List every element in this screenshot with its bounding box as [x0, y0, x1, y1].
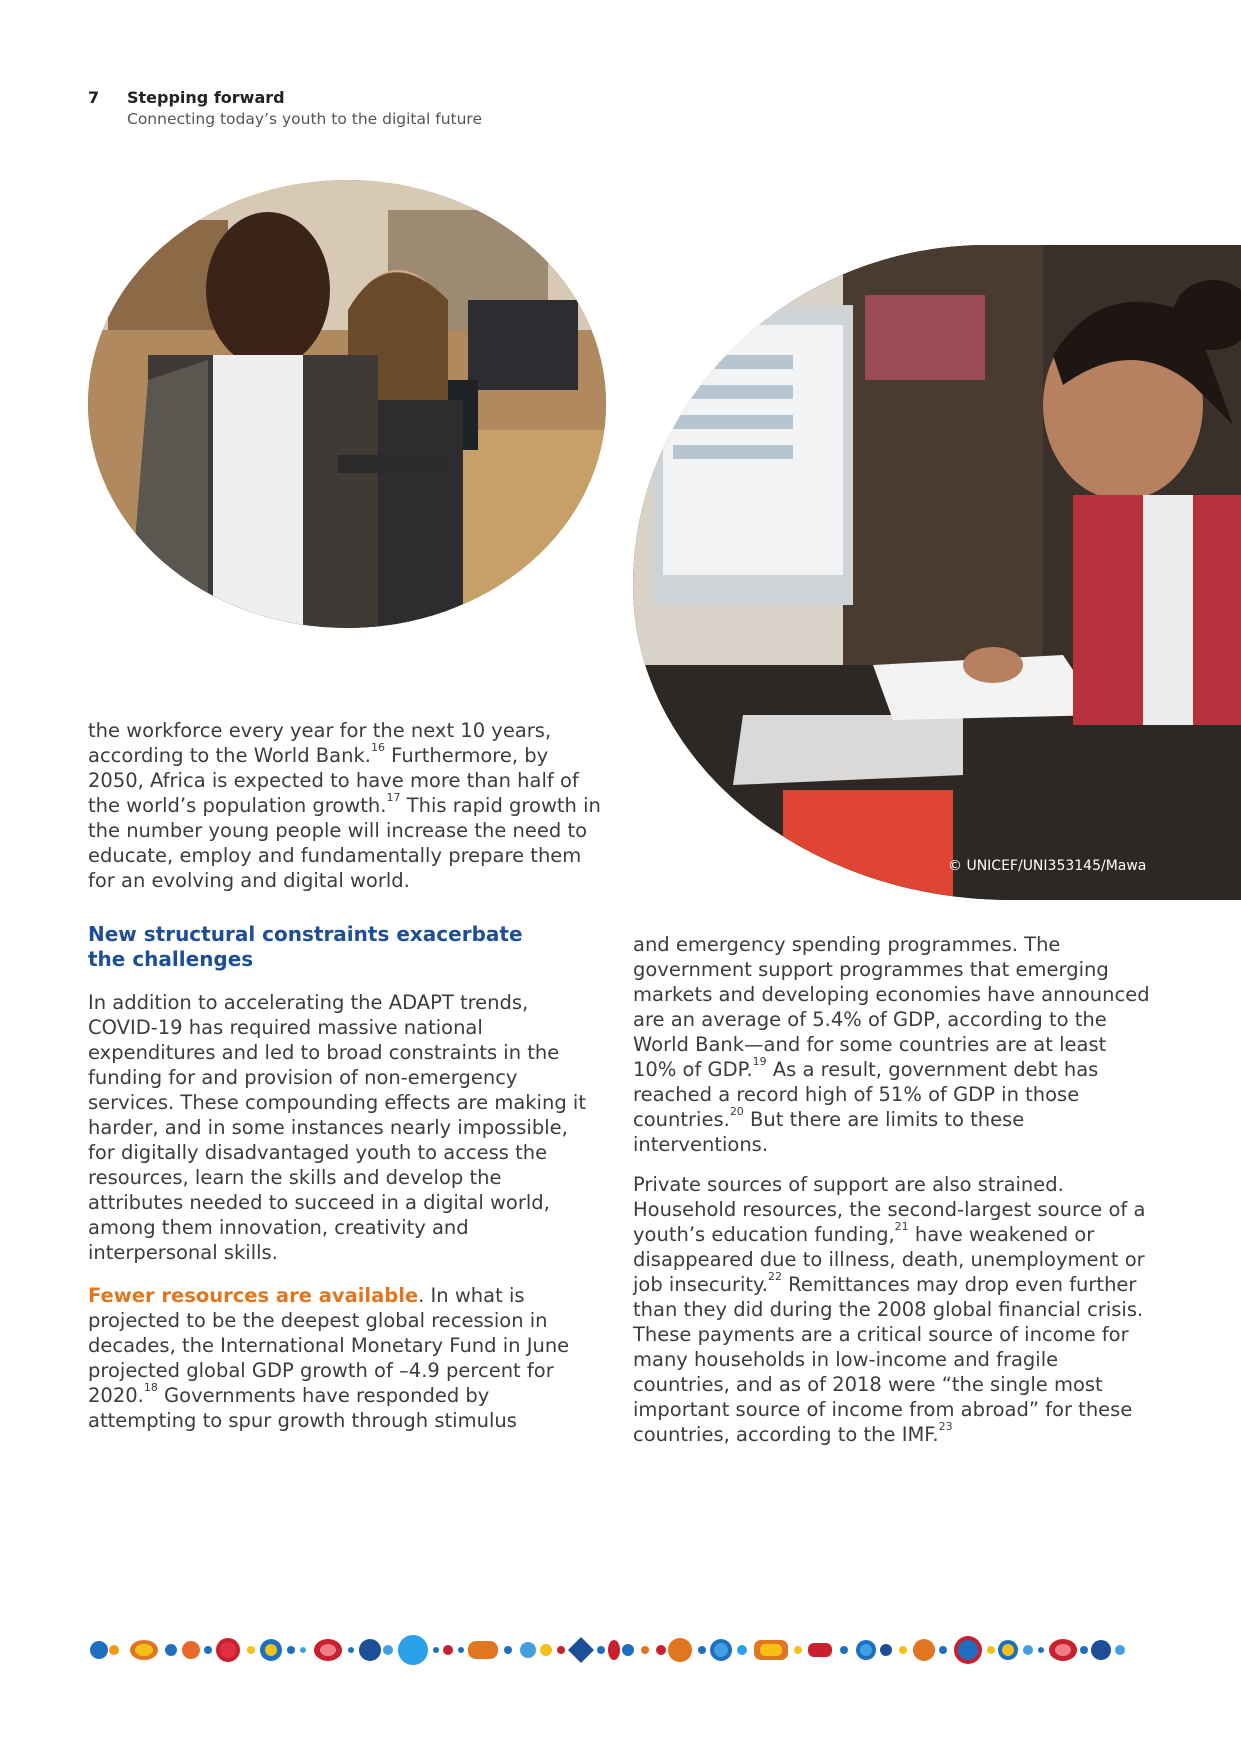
fewer-resources-paragraph: Fewer resources are available. In what is projected to be the deepest global recession in decades, the International Monetary Fund in June projected global GDP growth of –4.9 percent for 2020.18 Governments have responded by attempting to spur growth through stimulus [88, 1284, 570, 1432]
header-title: Stepping forward [127, 88, 285, 107]
girl-writing-at-desk-photo [633, 245, 1241, 900]
decorative-dot-border [88, 1632, 1160, 1668]
government-paragraph: and emergency spending programmes. The government support programmes that emerging markets and developing economies have announced are an average of 5.4% of GDP, according to the World Bank—and for some countries are at least 10% of GDP.$^{19}$ As a result, government debt has reached a record high of 51% of GDP in those countries.$^{20}$ But there are limits to these interventions. [633, 933, 1150, 1156]
students-computer-lab-photo [88, 180, 606, 628]
fewer-resources-label: Fewer resources are available [88, 1284, 419, 1307]
header-subtitle: Connecting today’s youth to the digital future [127, 110, 482, 128]
page-number: 7 [88, 88, 100, 107]
students-photo-illustration [88, 180, 606, 628]
private-sources-paragraph: Private sources of support are also strained. Household resources, the second-largest source of a youth’s education funding,$^{21}$ have weakened or disappeared due to illness, death, unemployment or job insecurity.$^{22}$ Remittances may drop even further than they did during the 2008 global financial crisis. These payments are a critical source of income for many households in low-income and fragile countries, and as of 2018 were “the single most important source of income from abroad” for these countries, according to the IMF.$^{23}$ [633, 1173, 1146, 1446]
section-heading: New structural constraints exacerbate the challenges [88, 922, 523, 971]
intro-paragraph: the workforce every year for the next 10 years, according to the World Bank.$^{16}$ Furthermore, by 2050, Africa is expected to have more than half of the world’s population growth.$^{17}$ This rapid growth in the number young people will increase the need to educate, employ and fundamentally prepare them for an evolving and digital world. [88, 719, 601, 892]
photo-credit: © UNICEF/UNI353145/Mawa [948, 858, 1147, 874]
adapt-paragraph: In addition to accelerating the ADAPT trends, COVID-19 has required massive national expenditures and led to broad constraints in the funding for and provision of non-emergency services. These compounding effects are making it harder, and in some instances nearly impossible, for digitally disadvantaged youth to access the resources, learn the skills and develop the attributes needed to succeed in a digital world, among them innovation, creativity and interpersonal skills. [88, 991, 586, 1264]
girl-photo-illustration [633, 245, 1241, 900]
